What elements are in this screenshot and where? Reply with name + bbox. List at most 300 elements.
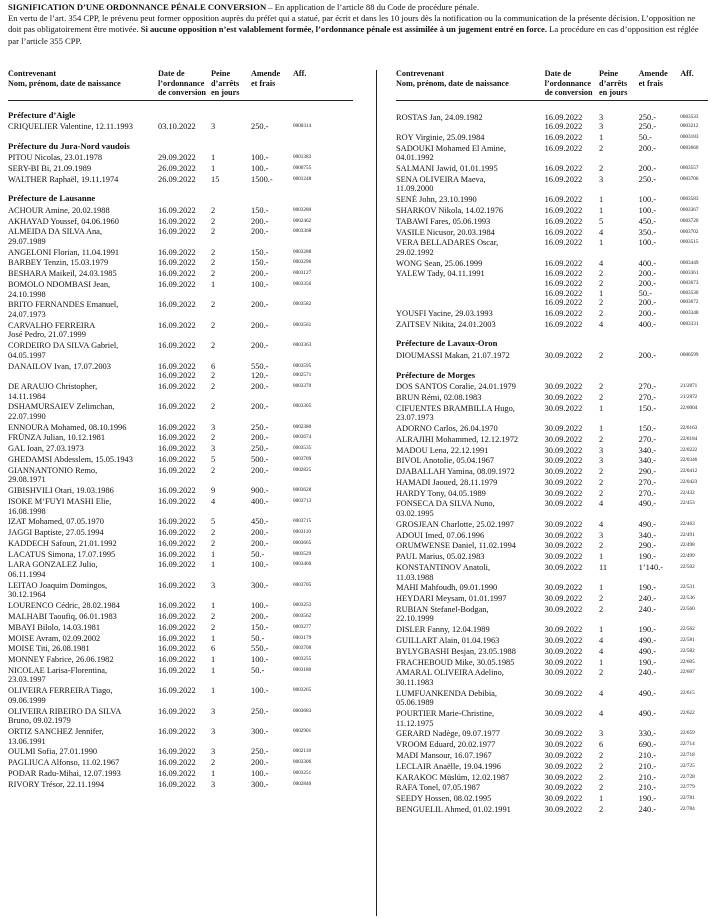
affaire-number xyxy=(678,269,708,307)
offender-name-line: JAGGI Baptiste, 27.05.1994 xyxy=(8,528,104,538)
peine-jours xyxy=(599,351,639,361)
ordonnance-date-line: 30.09.2022 xyxy=(544,467,583,477)
ordonnance-date xyxy=(545,658,599,668)
offender-name xyxy=(396,689,545,708)
table-row xyxy=(396,594,708,604)
amende-frais xyxy=(251,175,291,185)
peine-jours-line: 2 xyxy=(599,488,604,498)
ordonnance-date xyxy=(545,520,599,530)
peine-jours-line: 3 xyxy=(211,747,216,757)
table-row xyxy=(396,636,708,646)
column-divider xyxy=(376,70,377,916)
amende-frais xyxy=(251,402,291,421)
peine-jours xyxy=(211,206,251,216)
affaire-number-line: 0003562 xyxy=(293,612,312,619)
amende-frais-line: 200.- xyxy=(251,402,269,412)
amende-frais-line: 270.- xyxy=(638,477,657,487)
table-row xyxy=(8,612,353,622)
ordonnance-date-line: 16.09.2022 xyxy=(158,227,196,237)
table-row xyxy=(396,625,708,635)
amende-frais xyxy=(251,528,291,538)
offender-name xyxy=(396,446,545,456)
table-row xyxy=(8,780,353,790)
ordonnance-date xyxy=(545,351,599,361)
ordonnance-date xyxy=(545,206,599,216)
table-row xyxy=(8,269,353,279)
table-row xyxy=(8,455,353,465)
offender-name xyxy=(396,456,545,466)
amende-frais-line: 100.- xyxy=(251,153,269,163)
ordonnance-date xyxy=(158,644,211,654)
ordonnance-date-line: 16.09.2022 xyxy=(158,779,196,789)
offender-name-line: MONNEY Fabrice, 26.06.1982 xyxy=(8,655,114,665)
peine-jours-line: 4 xyxy=(599,227,604,237)
ordonnance-date-line: 16.09.2022 xyxy=(544,238,583,248)
offender-name-line: 22.07.1990 xyxy=(8,411,46,421)
ordonnance-date xyxy=(545,729,599,739)
offender-name-line: HAMADI Jaoued, 28.11.1979 xyxy=(396,477,498,487)
ordonnance-date-line: 30.09.2022 xyxy=(544,804,583,814)
offender-name xyxy=(8,217,158,227)
offender-name xyxy=(396,320,545,330)
ordonnance-date-line: 30.09.2022 xyxy=(544,477,583,487)
affaire-number-line: 21/2872 xyxy=(680,393,698,400)
peine-jours xyxy=(211,666,251,685)
table-row xyxy=(396,709,708,728)
offender-name xyxy=(8,423,158,433)
amende-frais-line: 450.- xyxy=(638,216,657,226)
offender-name-line: DISLER Fanny, 12.04.1989 xyxy=(396,625,490,635)
table-row xyxy=(396,541,708,551)
offender-name-line: LECLAIR Anaëlle, 19.04.1996 xyxy=(396,761,501,771)
affaire-number-line: 22/0346 xyxy=(680,457,698,464)
affaire-number-line: 0003460 xyxy=(293,561,312,568)
peine-jours-line: 15 xyxy=(211,174,220,184)
table-row xyxy=(8,217,353,227)
peine-jours xyxy=(211,444,251,454)
ordonnance-date xyxy=(158,153,211,163)
affaire-number-line: 22/498 xyxy=(680,542,695,549)
offender-name-line: 29.07.1989 xyxy=(8,236,46,246)
affaire-number-line: 0003529 xyxy=(293,550,312,557)
affaire-number-line: 22/784 xyxy=(680,805,695,812)
ordonnance-date xyxy=(545,456,599,466)
affaire-number xyxy=(291,758,336,768)
offender-name-line: 05.06.1989 xyxy=(396,698,434,708)
affaire-number-line: 22/0004 xyxy=(680,404,698,411)
table-row xyxy=(8,560,353,579)
ordonnance-date-line: 16.09.2022 xyxy=(544,288,583,298)
amende-frais-line: 150.- xyxy=(251,258,269,268)
ordonnance-date-line: 16.09.2022 xyxy=(158,371,196,381)
header-peine: Peine d’arrêts en jours xyxy=(599,69,628,97)
offender-name xyxy=(396,658,545,668)
table-row xyxy=(8,539,353,549)
ordonnance-date-line: 16.09.2022 xyxy=(158,247,196,257)
affaire-number xyxy=(678,489,708,499)
peine-jours xyxy=(211,655,251,665)
right-column xyxy=(396,69,708,816)
table-row xyxy=(8,433,353,443)
affaire-number-line: 22/714 xyxy=(680,741,695,748)
ordonnance-date-line: 30.09.2022 xyxy=(544,636,583,645)
affaire-number-line: 22/781 xyxy=(680,795,695,802)
ordonnance-date xyxy=(545,382,599,392)
offender-name-line: DANAILOV Ivan, 17.07.2003 xyxy=(8,361,111,371)
header-date: Date de l’ordonnance de conversion xyxy=(544,69,593,97)
offender-name-line: 23.07.1973 xyxy=(396,413,434,423)
amende-frais xyxy=(639,195,679,205)
ordonnance-date xyxy=(158,466,211,485)
ordonnance-date-line: 16.09.2022 xyxy=(544,319,583,329)
offender-name xyxy=(396,217,545,227)
ordonnance-date xyxy=(158,497,211,516)
offender-name xyxy=(8,758,158,768)
offender-name xyxy=(396,195,545,205)
ordonnance-date-line: 16.09.2022 xyxy=(158,758,196,768)
peine-jours xyxy=(599,499,639,518)
offender-name-line: SERY-BI Bi, 21.09.1989 xyxy=(8,163,92,173)
offender-name-line: OLIVEIRA FERREIRA Tiago, xyxy=(8,686,113,696)
amende-frais xyxy=(639,658,679,668)
affaire-number-line: 0003363 xyxy=(293,342,312,349)
affaire-number-line: 22/536 xyxy=(680,595,695,602)
amende-frais xyxy=(639,456,679,466)
ordonnance-date xyxy=(545,647,599,657)
amende-frais-line: 100.- xyxy=(638,195,657,205)
offender-name-line: AKHAYAD Youssef, 04.06.1960 xyxy=(8,216,119,226)
peine-jours xyxy=(599,658,639,668)
ordonnance-date xyxy=(545,164,599,174)
offender-name-line: BIVOL Anotolie, 05.04.1967 xyxy=(396,456,495,466)
affaire-number-line: 22/615 xyxy=(680,689,695,696)
header-date: Date de l’ordonnance de conversion xyxy=(158,69,206,97)
affaire-number xyxy=(678,351,708,361)
amende-frais xyxy=(639,320,679,330)
offender-name xyxy=(8,227,158,246)
offender-name xyxy=(396,636,545,646)
offender-name-line: RAFA Tonel, 07.05.1987 xyxy=(396,783,481,793)
offender-name-line: OULMI Sofia, 27.01.1990 xyxy=(8,747,98,757)
offender-name-line: FRÜNZA Julian, 10.12.1981 xyxy=(8,433,106,443)
table-row xyxy=(8,258,353,268)
affaire-number xyxy=(678,773,708,783)
ordonnance-date xyxy=(158,300,211,319)
amende-frais xyxy=(251,269,291,279)
ordonnance-date-line: 16.09.2022 xyxy=(158,486,196,496)
offender-name-line: 29.02.1992 xyxy=(396,247,434,257)
header-amende: Amende et frais xyxy=(251,69,281,88)
amende-frais-line: 100.- xyxy=(251,768,269,778)
ordonnance-date-line: 16.09.2022 xyxy=(158,216,196,226)
ordonnance-date-line: 16.09.2022 xyxy=(158,258,196,268)
ordonnance-date-line: 30.09.2022 xyxy=(544,541,583,551)
table-row xyxy=(396,605,708,624)
table-row xyxy=(396,689,708,708)
peine-jours-line: 11 xyxy=(599,562,608,572)
peine-jours xyxy=(211,780,251,790)
affaire-number xyxy=(291,466,336,485)
table-row xyxy=(396,351,708,361)
affaire-number xyxy=(678,605,708,624)
prefecture-heading: Préfecture de Lausanne xyxy=(8,193,96,204)
ordonnance-date-line: 16.09.2022 xyxy=(158,300,196,310)
peine-jours xyxy=(599,456,639,466)
ordonnance-date xyxy=(545,478,599,488)
affaire-number-line: 22/607 xyxy=(680,669,695,676)
peine-jours-line: 1 xyxy=(599,403,604,413)
affaire-number-line: 0003370 xyxy=(293,382,312,389)
peine-jours xyxy=(211,466,251,485)
affaire-number-line: 0003561 xyxy=(293,321,312,328)
amende-frais-line: 100.- xyxy=(251,280,269,290)
ordonnance-date xyxy=(545,309,599,319)
amende-frais xyxy=(639,269,679,307)
amende-frais xyxy=(251,164,291,174)
offender-name-line: HEYDARI Meysam, 01.01.1997 xyxy=(396,594,507,604)
offender-name-line: PITOU Nicolas, 23.01.1978 xyxy=(8,153,103,163)
offender-name-line: VASILE Nicusor, 20.03.1984 xyxy=(396,227,495,237)
amende-frais-line: 300.- xyxy=(251,580,269,590)
ordonnance-date xyxy=(545,467,599,477)
ordonnance-date xyxy=(158,560,211,579)
affaire-number-line: 0003361 xyxy=(680,270,699,277)
ordonnance-date-line: 16.09.2022 xyxy=(544,309,583,319)
affaire-number-line: 22/0184 xyxy=(680,435,698,442)
amende-frais-line: 50.- xyxy=(251,665,265,675)
ordonnance-date xyxy=(545,552,599,562)
ordonnance-date-line: 30.09.2022 xyxy=(544,751,583,761)
peine-jours-line: 2 xyxy=(599,382,604,391)
table-row xyxy=(8,382,353,401)
table-row xyxy=(8,623,353,633)
ordonnance-date-line: 16.09.2022 xyxy=(158,444,196,454)
amende-frais-line: 200.- xyxy=(251,269,269,279)
peine-jours-line: 1 xyxy=(599,288,604,298)
ordonnance-date xyxy=(158,686,211,705)
offender-name-line: MOISE Avram, 02.09.2002 xyxy=(8,633,101,643)
table-row xyxy=(8,655,353,665)
amende-frais-line: 50.- xyxy=(638,132,652,142)
offender-name-line: PAGLIUCA Alfonso, 11.02.1967 xyxy=(8,758,120,768)
affaire-number xyxy=(291,747,336,757)
affaire-number-line: 22/0423 xyxy=(680,478,698,485)
ordonnance-date-line: 16.09.2022 xyxy=(158,341,196,351)
amende-frais-line: 210.- xyxy=(638,751,657,761)
ordonnance-date xyxy=(545,424,599,434)
peine-jours-line: 2 xyxy=(599,751,604,761)
table-row xyxy=(396,206,708,216)
amende-frais xyxy=(251,321,291,340)
peine-jours xyxy=(599,164,639,174)
affaire-number-line: 0003253 xyxy=(293,602,312,609)
offender-name xyxy=(8,612,158,622)
affaire-number-line: 0003127 xyxy=(293,270,312,277)
peine-jours xyxy=(211,258,251,268)
amende-frais-line: 490.- xyxy=(638,688,657,698)
amende-frais-line: 190.- xyxy=(638,625,657,635)
table-row xyxy=(8,248,353,258)
peine-jours xyxy=(211,539,251,549)
affaire-number xyxy=(678,478,708,488)
ordonnance-date xyxy=(158,455,211,465)
affaire-number-line: 0003557 xyxy=(680,165,699,172)
offender-name xyxy=(396,404,545,423)
amende-frais xyxy=(251,300,291,319)
table-row xyxy=(8,321,353,340)
table-row xyxy=(396,668,708,687)
amende-frais xyxy=(639,625,679,635)
amende-frais-line: 150.- xyxy=(251,247,269,257)
ordonnance-date-line: 16.09.2022 xyxy=(158,205,196,215)
affaire-number xyxy=(291,300,336,319)
ordonnance-date-line: 16.09.2022 xyxy=(544,258,583,268)
amende-frais xyxy=(251,455,291,465)
peine-jours-line: 1 xyxy=(599,625,604,635)
ordonnance-date xyxy=(545,751,599,761)
affaire-number xyxy=(291,206,336,216)
affaire-number-line: 0003179 xyxy=(293,634,312,641)
table-row xyxy=(8,666,353,685)
ordonnance-date xyxy=(545,605,599,624)
offender-name-line: BRITO FERNANDES Emanuel, xyxy=(8,300,119,310)
affaire-number-line: 22/581 xyxy=(680,637,695,643)
offender-name xyxy=(8,206,158,216)
peine-jours-line: 1 xyxy=(211,280,216,290)
peine-jours xyxy=(599,133,639,143)
offender-name xyxy=(396,435,545,445)
offender-name xyxy=(396,467,545,477)
peine-jours-line: 3 xyxy=(211,727,216,736)
peine-jours-line: 1 xyxy=(211,560,216,570)
peine-jours xyxy=(599,393,639,403)
peine-jours-line: 4 xyxy=(599,709,604,719)
table-row xyxy=(396,489,708,499)
table-row xyxy=(8,206,353,216)
peine-jours xyxy=(211,707,251,726)
peine-jours-line: 3 xyxy=(599,456,604,466)
amende-frais-line: 490.- xyxy=(638,646,657,656)
affaire-number-line: 0003628 xyxy=(293,487,312,494)
ordonnance-date xyxy=(158,517,211,527)
peine-jours-line: 2 xyxy=(211,300,216,310)
notice-title-rest: – En application de l’article 88 du Code de procédure pénale. xyxy=(266,2,480,12)
table-row xyxy=(396,478,708,488)
table-row xyxy=(8,423,353,433)
affaire-number xyxy=(291,402,336,421)
peine-jours-line: 1 xyxy=(599,205,604,215)
affaire-number xyxy=(678,668,708,687)
peine-jours-line: 2 xyxy=(599,298,604,308)
affaire-number-line: 22/779 xyxy=(680,784,695,791)
ordonnance-date-line: 16.09.2022 xyxy=(544,279,583,289)
amende-frais-line: 270.- xyxy=(638,392,657,402)
peine-jours xyxy=(211,341,251,360)
peine-jours-line: 1 xyxy=(211,633,216,643)
amende-frais xyxy=(639,404,679,423)
prefecture-heading: Préfecture d’Aigle xyxy=(8,109,76,120)
peine-jours xyxy=(211,550,251,560)
amende-frais-line: 1500.- xyxy=(251,174,273,184)
affaire-number-line: 0003183 xyxy=(680,133,699,140)
amende-frais-line: 120.- xyxy=(251,371,269,381)
offender-name-line: 04.05.1997 xyxy=(8,350,46,360)
offender-name-line: KONSTANTINOV Anatoli, xyxy=(396,562,491,572)
peine-jours xyxy=(211,362,251,381)
ordonnance-date xyxy=(545,393,599,403)
amende-frais xyxy=(639,424,679,434)
peine-jours xyxy=(599,541,639,551)
peine-jours xyxy=(599,228,639,238)
affaire-number-line: 22/725 xyxy=(680,762,695,769)
affaire-number xyxy=(291,153,336,163)
offender-name xyxy=(8,122,158,132)
offender-name xyxy=(8,248,158,258)
offender-name-line: ROY Virginie, 25.09.1984 xyxy=(396,132,485,142)
affaire-number xyxy=(291,644,336,654)
offender-name xyxy=(8,164,158,174)
peine-jours-line: 1 xyxy=(211,665,216,675)
ordonnance-date xyxy=(158,528,211,538)
offender-name xyxy=(396,709,545,728)
peine-jours xyxy=(599,762,639,772)
amende-frais-line: 490.- xyxy=(638,709,657,719)
affaire-number xyxy=(678,175,708,194)
offender-name-line: LARA GONZALEZ Julio, xyxy=(8,560,98,570)
offender-name xyxy=(396,583,545,593)
offender-name xyxy=(396,113,545,132)
offender-name-line: SENÉ John, 23.10.1990 xyxy=(396,195,477,205)
affaire-number xyxy=(678,393,708,403)
offender-name xyxy=(8,581,158,600)
ordonnance-date-line: 29.09.2022 xyxy=(158,153,196,163)
offender-name-line: BENGUELIL Ahmed, 01.02.1991 xyxy=(396,804,511,814)
amende-frais xyxy=(639,520,679,530)
ordonnance-date xyxy=(158,280,211,299)
affaire-number xyxy=(678,499,708,518)
table-header-left xyxy=(8,69,353,101)
affaire-number xyxy=(291,227,336,246)
peine-jours xyxy=(211,382,251,401)
table-row xyxy=(396,113,708,132)
amende-frais xyxy=(251,612,291,622)
table-row xyxy=(396,195,708,205)
offender-name xyxy=(396,238,545,257)
notice-para2: La procédure en cas d’opposition est réglée par l’article 355 CPP. xyxy=(8,24,699,46)
amende-frais xyxy=(639,762,679,772)
peine-jours-line: 2 xyxy=(599,434,604,444)
offender-name-line: 16.08.1998 xyxy=(8,506,46,516)
offender-name-line: MADI Mansour, 16.07.1967 xyxy=(396,751,492,761)
peine-jours-line: 1 xyxy=(211,768,216,778)
ordonnance-date-line: 30.09.2022 xyxy=(544,445,583,455)
affaire-number xyxy=(678,382,708,392)
amende-frais-line: 250.- xyxy=(251,747,269,757)
affaire-number-line: 0003368 xyxy=(293,228,312,235)
peine-jours-line: 1 xyxy=(599,423,604,433)
affaire-number-line: 0003348 xyxy=(680,310,699,317)
peine-jours xyxy=(599,217,639,227)
amende-frais-line: 200.- xyxy=(251,300,269,310)
amende-frais-line: 250.- xyxy=(251,706,269,716)
ordonnance-date-line: 16.09.2022 xyxy=(158,496,196,506)
offender-name xyxy=(8,727,158,746)
affaire-number xyxy=(678,762,708,772)
offender-name-line: SEEDY Hossen, 08.02.1995 xyxy=(396,794,492,804)
peine-jours xyxy=(599,424,639,434)
ordonnance-date-line: 30.09.2022 xyxy=(544,668,583,678)
offender-name-line: LOURENCO Cédric, 28.02.1984 xyxy=(8,601,120,611)
